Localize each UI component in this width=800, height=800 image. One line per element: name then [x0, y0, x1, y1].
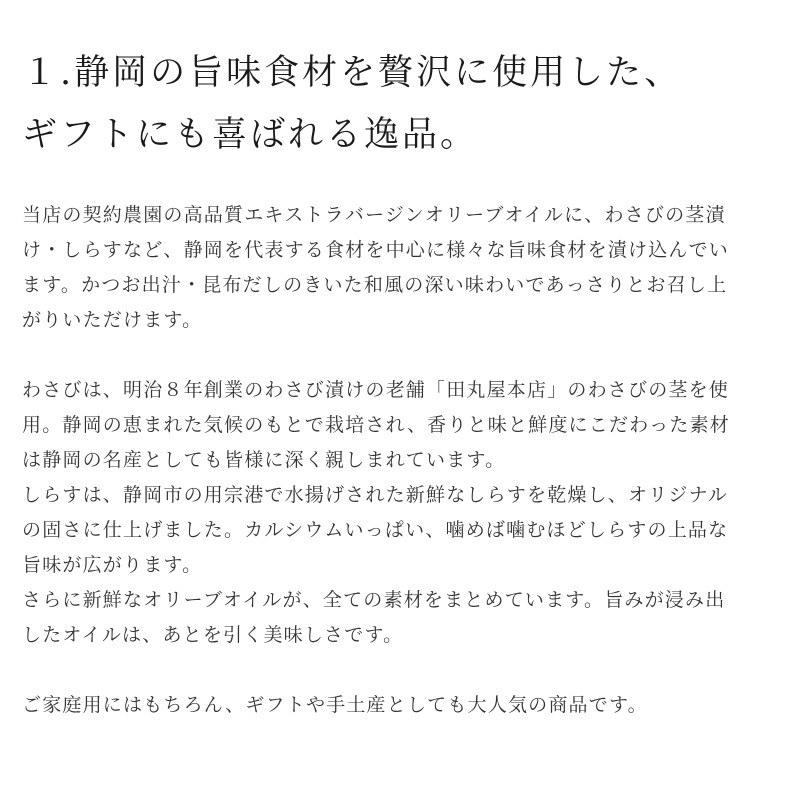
paragraph-line: ます。かつお出汁・昆布だしのきいた和風の深い味わいであっさりとお召し上 [22, 274, 728, 296]
paragraph-olive-oil [22, 583, 782, 653]
headline [22, 42, 782, 166]
paragraph-line: がりいただけます。 [22, 309, 203, 331]
paragraph-wasabi [22, 373, 782, 478]
paragraph-line: しらすは、静岡市の用宗港で水揚げされた新鮮なしらすを乾燥し、オリジナル [22, 484, 729, 506]
paragraph-line: わさびは、明治８年創業のわさび漬けの老舗「田丸屋本店」のわさびの茎を使 [22, 379, 730, 401]
paragraph-line: さらに新鮮なオリーブオイルが、全ての素材をまとめています。旨みが浸み出 [22, 589, 726, 611]
paragraph-line: 当店の契約農園の高品質エキストラバージンオリーブオイルに、わさびの茎漬 [22, 204, 726, 226]
paragraph-gift [22, 688, 782, 723]
headline-line-1: １.静岡の旨味食材を贅沢に使用した、 [22, 53, 683, 93]
paragraph-line: 旨味が広がります。 [22, 554, 203, 576]
paragraph-line: け・しらすなど、静岡を代表する食材を中心に様々な旨味食材を漬け込んでい [22, 239, 730, 261]
description-body [22, 198, 782, 723]
paragraph-line: の固さに仕上げました。カルシウムいっぱい、噛めば噛むほどしらすの上品な [22, 519, 729, 541]
paragraph-spacer [22, 338, 782, 373]
paragraph-line: は静岡の名産としても皆様に深く親しまれています。 [22, 449, 506, 471]
paragraph-line: 用。静岡の恵まれた気候のもとで栽培され、香りと味と鮮度にこだわった素材 [22, 414, 730, 436]
paragraph-spacer [22, 653, 782, 688]
paragraph-line: したオイルは、あとを引く美味しさです。 [22, 624, 404, 646]
paragraph-line: ご家庭用にはもちろん、ギフトや手土産としても大人気の商品です。 [22, 694, 648, 716]
paragraph-intro [22, 198, 782, 338]
paragraph-shirasu [22, 478, 782, 583]
headline-line-2: ギフトにも喜ばれる逸品。 [22, 115, 479, 155]
